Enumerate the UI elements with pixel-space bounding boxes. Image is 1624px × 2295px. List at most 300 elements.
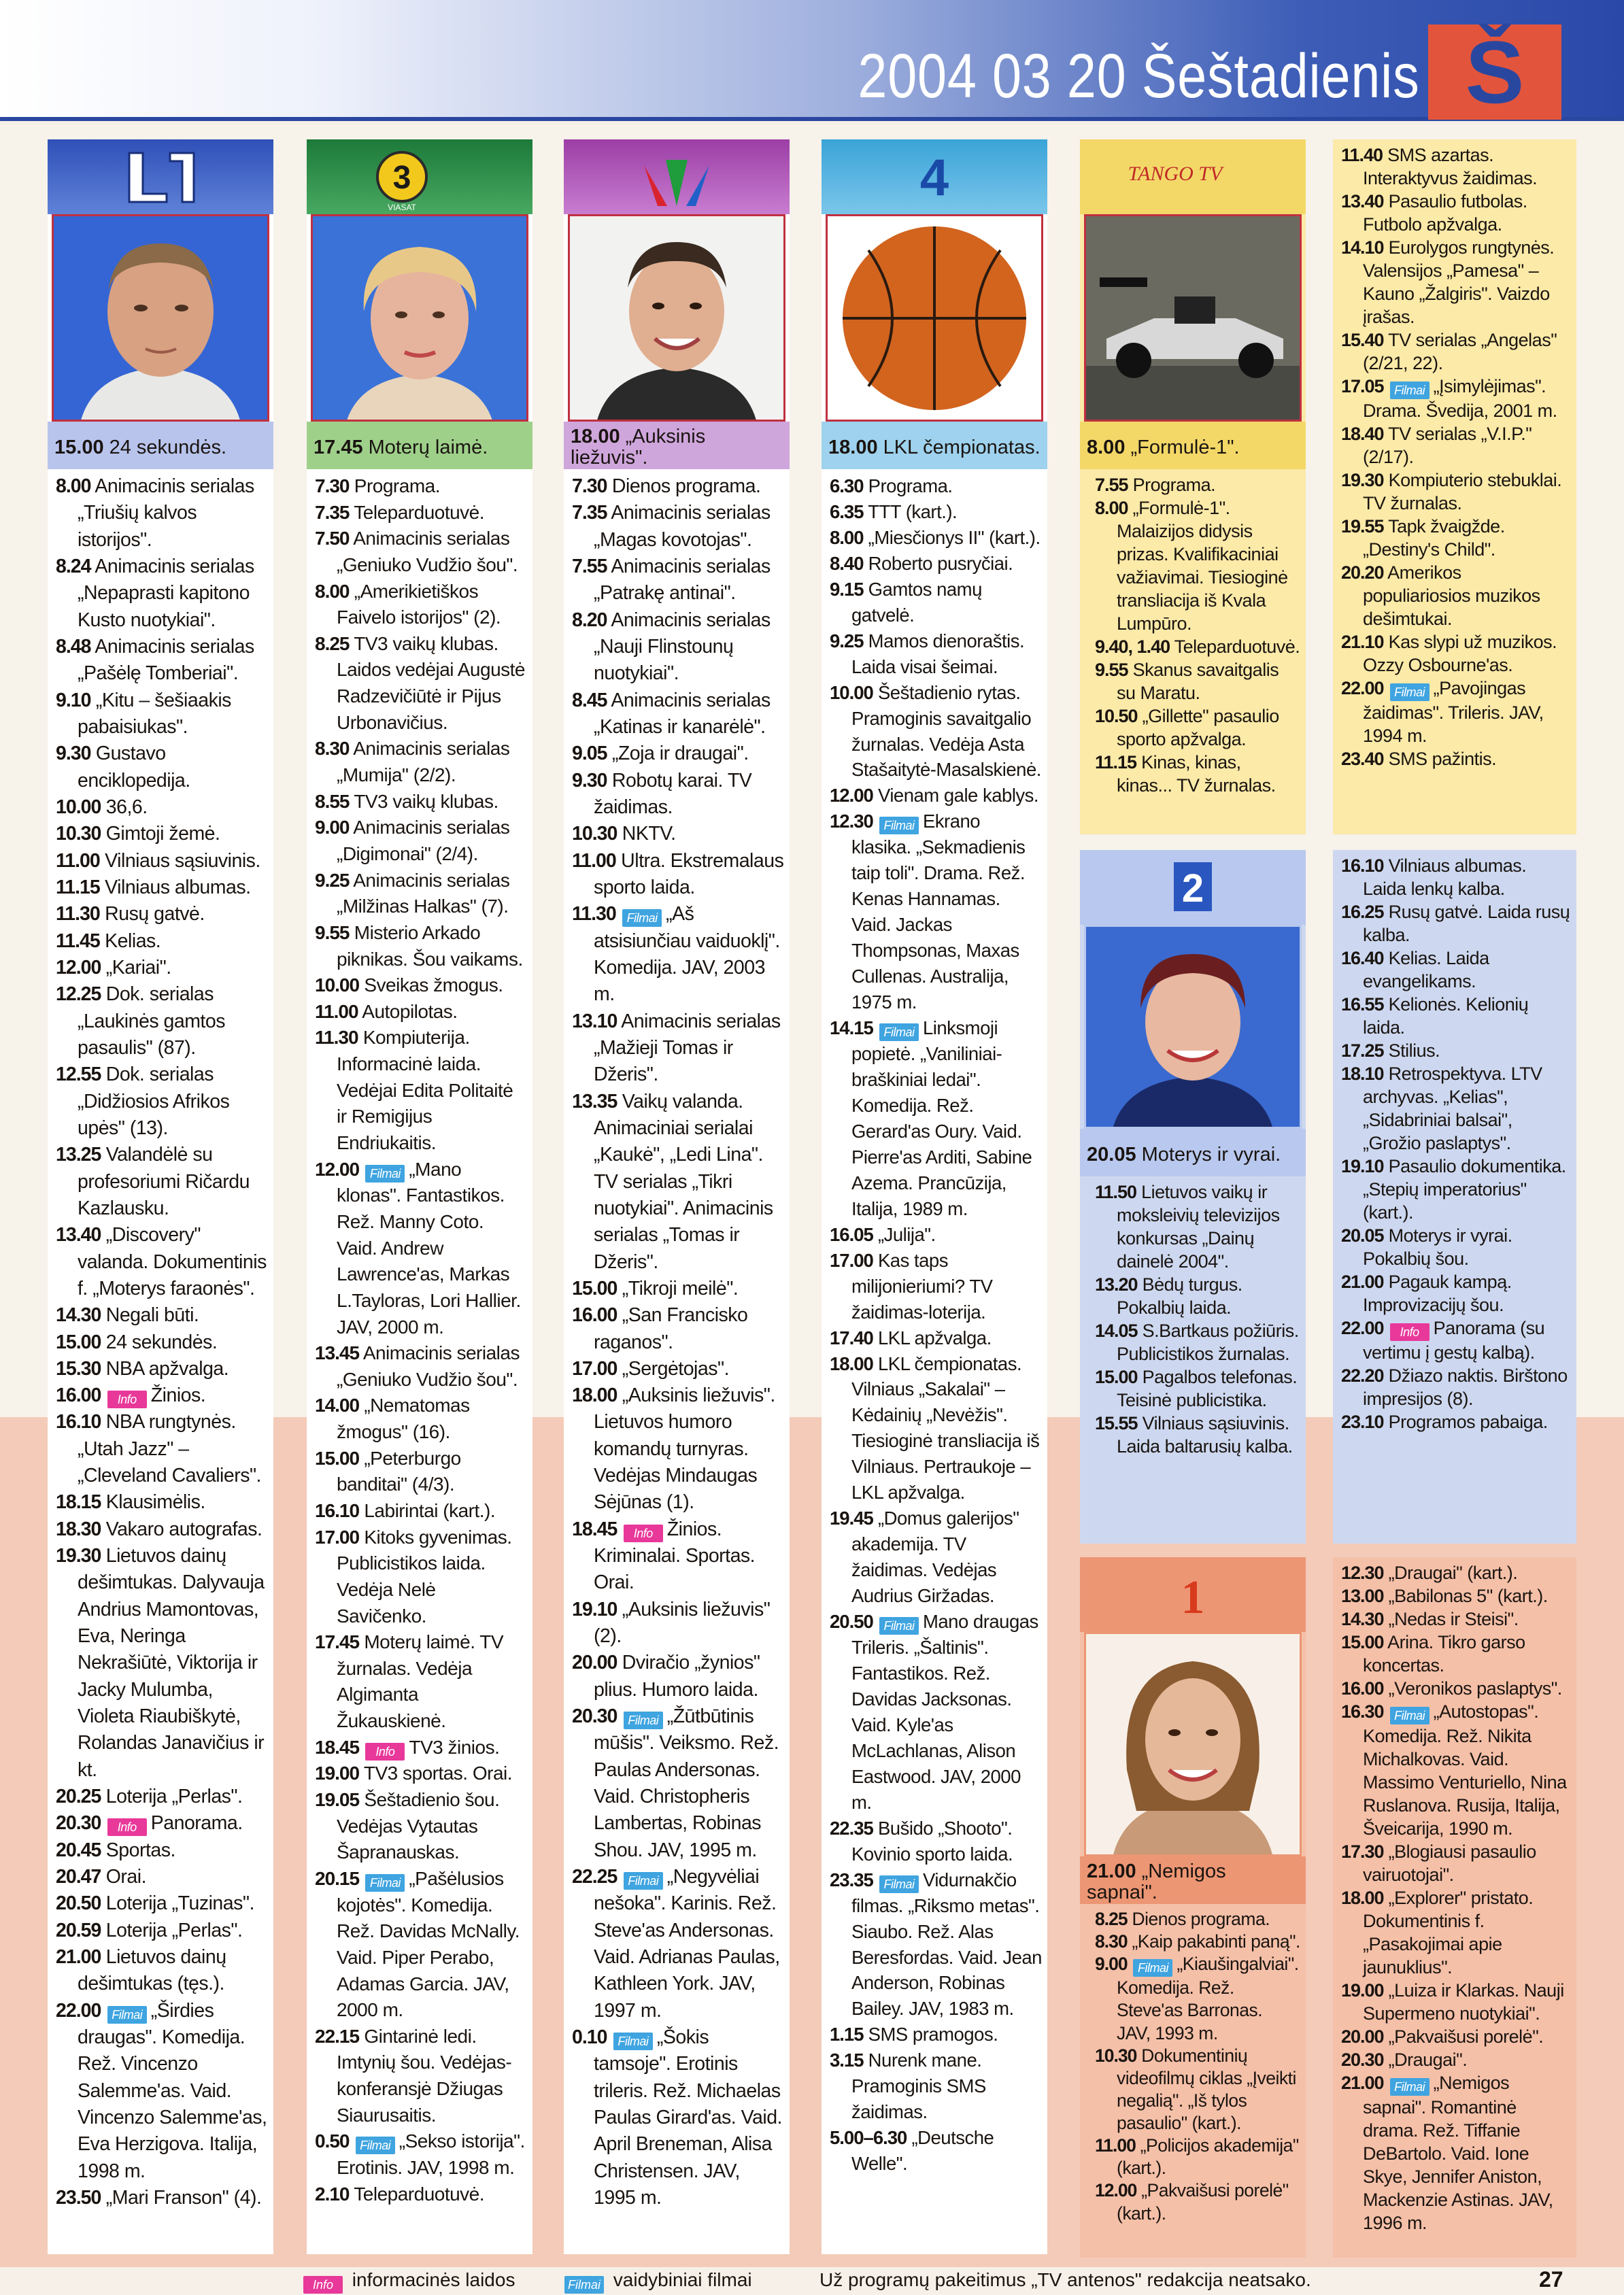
schedule-entry bbox=[315, 1157, 527, 1340]
schedule-entry bbox=[1341, 375, 1571, 422]
film-icon: Filmai bbox=[1390, 381, 1430, 399]
highlight-title: 24 sekundės. bbox=[109, 436, 227, 458]
entry-title: Orai. bbox=[105, 1866, 147, 1888]
entry-time: 16.30 bbox=[1341, 1701, 1384, 1722]
entry-time: 11.40 bbox=[1341, 145, 1383, 165]
tv3-logo bbox=[307, 139, 532, 214]
page-number: 27 bbox=[1539, 2267, 1563, 2292]
schedule-entry bbox=[572, 1516, 784, 1597]
schedule-entry bbox=[56, 1998, 268, 2185]
schedule-entry bbox=[572, 768, 784, 821]
schedule-entry bbox=[315, 1340, 527, 1393]
schedule-entry bbox=[830, 1222, 1042, 1248]
tv4-highlight-caption bbox=[822, 422, 1047, 469]
lrt-schedule bbox=[48, 469, 273, 2211]
ltv2-schedule-continued bbox=[1333, 850, 1576, 1544]
schedule-entry bbox=[830, 1816, 1042, 1867]
entry-time: 11.00 bbox=[315, 1000, 358, 1022]
entry-title: LKL čempionatas. Vilniaus „Sakalai" – Kėdainių „Nevėžis". Tiesioginė transliacija iš Vilniaus. Pertraukoje – LKL apžvalga. bbox=[851, 1353, 1040, 1503]
entry-title: „Peterburgo banditai" (4/3). bbox=[337, 1447, 461, 1495]
entry-time: 22.00 bbox=[1341, 1318, 1384, 1338]
highlight-title: Moterų laimė. bbox=[368, 436, 488, 458]
entry-time: 17.25 bbox=[1341, 1040, 1384, 1061]
entry-time: 11.00 bbox=[1095, 2135, 1136, 2156]
entry-time: 5.00–6.30 bbox=[830, 2127, 907, 2149]
entry-title: Stilius. bbox=[1388, 1040, 1440, 1061]
entry-title: Žinios. bbox=[150, 1384, 206, 1407]
entry-time: 19.00 bbox=[1341, 1980, 1384, 2001]
entry-time: 22.00 bbox=[56, 1999, 101, 2022]
schedule-entry bbox=[830, 1015, 1042, 1222]
entry-title: „Autostopas". Komedija. Rež. Nikita Michalkovas. Vaid. Massimo Venturiello, Nina Ruslanova. Rusija, Italija, Šveicarija, 1990 m. bbox=[1363, 1701, 1567, 1839]
entry-title: „Kaip pakabinti paną". bbox=[1132, 1931, 1300, 1952]
highlight-title: „Auksinis liežuvis". bbox=[571, 426, 706, 469]
schedule-entry bbox=[315, 500, 527, 526]
entry-time: 13.20 bbox=[1095, 1274, 1138, 1295]
schedule-entry bbox=[830, 551, 1042, 577]
schedule-entry bbox=[1341, 561, 1571, 630]
entry-time: 20.50 bbox=[56, 1892, 101, 1915]
schedule-entry bbox=[56, 1837, 268, 1864]
schedule-entry bbox=[315, 789, 527, 815]
entry-time: 9.55 bbox=[315, 921, 350, 943]
basketball-image bbox=[828, 216, 1041, 420]
entry-title: Tapk žvaigžde. „Destiny's Child". bbox=[1363, 516, 1505, 560]
highlight-title: „Formulė-1". bbox=[1130, 436, 1240, 458]
entry-time: 17.05 bbox=[1341, 376, 1384, 396]
host-portrait-image bbox=[570, 216, 783, 420]
entry-title: Eurolygos rungtynės. Valensijos „Pamesa" – Kauno „Žalgiris". Vaizdo įrašas. bbox=[1363, 237, 1555, 327]
entry-time: 14.10 bbox=[1341, 237, 1384, 258]
highlight-time: 17.45 bbox=[314, 436, 363, 458]
entry-title: Robotų karai. TV žaidimas. bbox=[594, 769, 752, 818]
schedule-entry bbox=[830, 1351, 1042, 1506]
entry-time: 8.55 bbox=[315, 790, 350, 812]
entry-time: 16.55 bbox=[1341, 994, 1384, 1015]
entry-time: 19.30 bbox=[56, 1545, 101, 1567]
entry-time: 21.00 bbox=[56, 1946, 101, 1969]
entry-time: 8.24 bbox=[56, 555, 91, 577]
actress-portrait-image bbox=[1086, 1634, 1300, 1854]
film-icon: Filmai bbox=[1390, 683, 1430, 701]
formula-one-car-image bbox=[1086, 216, 1300, 420]
entry-title: Bėdų turgus. Pokalbių laida. bbox=[1117, 1274, 1242, 1318]
lnk-logo-icon bbox=[564, 139, 790, 214]
schedule-entry bbox=[315, 868, 527, 920]
entry-time: 20.30 bbox=[56, 1812, 101, 1835]
entry-title: „Kiaušingalviai". Komedija. Rež. Steve'as Barronas. JAV, 1993 m. bbox=[1117, 1954, 1299, 2043]
entry-time: 11.50 bbox=[1095, 1182, 1137, 1202]
schedule-entry bbox=[315, 1787, 527, 1866]
tango-schedule-list-2 bbox=[1333, 139, 1576, 770]
schedule-entry bbox=[572, 1089, 784, 1276]
entry-title: Ultra. Ekstremalaus sporto laida. bbox=[594, 849, 784, 898]
entry-time: 20.47 bbox=[56, 1866, 101, 1888]
entry-time: 9.05 bbox=[572, 743, 607, 765]
entry-time: 6.30 bbox=[830, 475, 864, 496]
entry-time: 8.00 bbox=[315, 580, 350, 602]
schedule-entry bbox=[1095, 2179, 1300, 2224]
svg-text:3: 3 bbox=[392, 160, 411, 196]
entry-title: Teleparduotuvė. bbox=[1174, 636, 1300, 657]
entry-title: Retrospektyva. LTV archyvas. „Kelias", „Sidabriniai balsai", „Grožio paslaptys". bbox=[1363, 1064, 1542, 1153]
entry-time: 20.50 bbox=[830, 1611, 873, 1633]
entry-title: Klausimėlis. bbox=[105, 1491, 205, 1514]
entry-time: 7.35 bbox=[572, 502, 607, 524]
pbk-schedule-list-2 bbox=[1333, 1557, 1576, 2234]
schedule-entry bbox=[56, 1489, 268, 1516]
highlight-time: 18.00 bbox=[828, 436, 878, 458]
entry-title: Animacinis serialas „Nepaprasti kapitono Kusto nuotykiai". bbox=[78, 555, 254, 631]
entry-time: 17.30 bbox=[1341, 1841, 1384, 1862]
entry-title: S.Bartkaus požiūris. Publicistikos žurnalas. bbox=[1117, 1321, 1299, 1364]
entry-title: „Žūtbūtinis mūšis". Veiksmo. Rež. Paulas Andersonas. Vaid. Christopheris Lambertas, Robinas Shou. JAV, 1995 m. bbox=[594, 1705, 779, 1861]
entry-time: 20.59 bbox=[56, 1919, 101, 1941]
entry-time: 18.00 bbox=[1341, 1888, 1384, 1908]
entry-time: 19.45 bbox=[830, 1508, 873, 1529]
entry-title: Misterio Arkado piknikas. Šou vaikams. bbox=[337, 921, 523, 970]
entry-title: Loterija „Tuzinas". bbox=[105, 1892, 254, 1915]
entry-time: 7.55 bbox=[572, 555, 607, 577]
entry-title: Džiazo naktis. Birštono impresijos (8). bbox=[1363, 1365, 1568, 1409]
entry-title: Animacinis serialas „Mumija" (2/2). bbox=[337, 738, 510, 786]
tv4-logo bbox=[822, 139, 1047, 214]
film-icon: Filmai bbox=[624, 1872, 663, 1890]
schedule-entry bbox=[572, 821, 784, 847]
entry-title: TV3 vaikų klubas. Laidos vedėjai Augustė Radzevičiūtė ir Pijus Urbonavičius. bbox=[337, 632, 525, 733]
entry-title: Gamtos namų gatvelė. bbox=[851, 578, 982, 626]
entry-time: 23.50 bbox=[56, 2187, 101, 2209]
entry-title: Lietuvos dainų dešimtukas (tęs.). bbox=[78, 1946, 226, 1995]
entry-time: 11.30 bbox=[315, 1027, 358, 1049]
entry-title: Gintarinė ledi. Imtynių šou. Vedėjas-konferansjė Džiugas Siaurusaitis. bbox=[337, 2025, 512, 2126]
entry-time: 22.00 bbox=[1341, 678, 1384, 698]
entry-time: 18.45 bbox=[315, 1736, 360, 1758]
entry-title: Roberto pusryčiai. bbox=[868, 552, 1013, 574]
entry-title: Moterys ir vyrai. Pokalbių šou. bbox=[1363, 1225, 1512, 1269]
schedule-entry bbox=[315, 815, 527, 867]
entry-time: 10.00 bbox=[56, 796, 101, 818]
entry-time: 16.10 bbox=[315, 1499, 360, 1521]
schedule-entry bbox=[1341, 993, 1571, 1039]
entry-title: Vilniaus sąsiuvinis. bbox=[105, 849, 260, 872]
entry-title: Linksmoji popietė. „Vaniliniai-braškiniai ledai". Komedija. Rež. Gerard'as Oury. Vaid. Pierre'as Arditi, Sabine Azema. Prancūzija, Italija, 1989 m. bbox=[851, 1017, 1032, 1219]
entry-title: Loterija „Perlas". bbox=[105, 1786, 243, 1808]
schedule-entry bbox=[315, 1525, 527, 1630]
ltv2-highlight-caption bbox=[1080, 1129, 1306, 1176]
entry-title: TV serialas „Angelas" (2/21, 22). bbox=[1363, 330, 1557, 373]
schedule-entry bbox=[1095, 658, 1300, 704]
entry-time: 15.30 bbox=[56, 1357, 101, 1380]
channel-column-tv3 bbox=[307, 139, 532, 2254]
entry-title: Animacinis serialas „Katinas ir kanarėlė". bbox=[594, 689, 771, 738]
tv3-photo bbox=[311, 214, 528, 422]
tango-logo-icon bbox=[1080, 139, 1306, 214]
entry-title: „Aš atsisiunčiau vaiduoklį". Komedija. JAV, 2003 m. bbox=[594, 903, 780, 1006]
lrt-highlight-caption bbox=[48, 422, 273, 469]
schedule-entry bbox=[1341, 1677, 1571, 1700]
entry-time: 8.48 bbox=[56, 635, 91, 658]
schedule-entry bbox=[1095, 1908, 1300, 1931]
entry-title: Rusų gatvė. Laida rusų kalba. bbox=[1363, 902, 1570, 945]
entry-title: TV3 vaikų klubas. bbox=[354, 790, 498, 812]
schedule-entry bbox=[572, 1650, 784, 1703]
tango-photo bbox=[1084, 214, 1302, 422]
schedule-entry bbox=[572, 1382, 784, 1516]
entry-time: 15.55 bbox=[1095, 1413, 1138, 1433]
entry-title: Animacinis serialas „Triušių kalvos istorijos". bbox=[78, 475, 254, 551]
schedule-entry bbox=[315, 1446, 527, 1498]
highlight-title: „Nemigos sapnai". bbox=[1087, 1860, 1226, 1903]
entry-time: 20.30 bbox=[572, 1705, 618, 1728]
film-icon: Filmai bbox=[365, 1165, 405, 1183]
svg-text:4: 4 bbox=[919, 149, 949, 207]
disclaimer: Už programų pakeitimus „TV antenos" redakcija neatsako. bbox=[819, 2269, 1311, 2290]
entry-title: „Auksinis liežuvis". Lietuvos humoro komandų turnyras. Vedėjas Mindaugas Sėjūnas (1). bbox=[594, 1384, 775, 1514]
entry-title: Kompiuterio stebuklai. TV žurnalas. bbox=[1363, 470, 1562, 513]
entry-title: „Deutsche Welle". bbox=[851, 2127, 994, 2175]
entry-time: 16.10 bbox=[56, 1411, 101, 1433]
schedule-entry bbox=[1341, 747, 1571, 770]
page-footer bbox=[0, 2264, 1624, 2295]
tango-logo-text: TANGO TV bbox=[1128, 163, 1223, 185]
entry-time: 19.55 bbox=[1341, 516, 1384, 537]
entry-title: Kelias. Laida evangelikams. bbox=[1363, 948, 1489, 991]
schedule-entry bbox=[1341, 515, 1571, 561]
schedule-entry bbox=[830, 2125, 1042, 2177]
entry-title: Dokumentinių videofilmų ciklas „Įveikti negalią". „Iš tylos pasaulio" (kart.). bbox=[1117, 2045, 1296, 2133]
schedule-entry bbox=[572, 901, 784, 1008]
pbk-logo-icon bbox=[1080, 1557, 1306, 1632]
schedule-entry bbox=[56, 473, 268, 554]
entry-title: Kas slypi už muzikos. Ozzy Osbourne'as. bbox=[1363, 632, 1557, 675]
entry-title: „Auksinis liežuvis" (2). bbox=[594, 1598, 771, 1648]
schedule-entry bbox=[1341, 854, 1571, 900]
schedule-entry bbox=[315, 1735, 527, 1761]
schedule-entry bbox=[830, 1867, 1042, 2022]
entry-time: 18.00 bbox=[572, 1384, 618, 1407]
schedule-entry bbox=[572, 848, 784, 902]
schedule-entry bbox=[1341, 469, 1571, 515]
schedule-entry bbox=[1095, 1953, 1300, 2044]
entry-time: 16.40 bbox=[1341, 948, 1384, 968]
ltv2-schedule bbox=[1080, 1176, 1306, 1458]
tv3-highlight-caption bbox=[307, 422, 532, 469]
schedule-entry bbox=[56, 1944, 268, 1998]
schedule-entry bbox=[1095, 2135, 1300, 2179]
schedule-entry bbox=[1341, 1039, 1571, 1062]
entry-title: Gimtoji žemė. bbox=[105, 823, 220, 845]
entry-time: 8.25 bbox=[1095, 1909, 1128, 1929]
entry-title: Kinas, kinas, kinas... TV žurnalas. bbox=[1117, 752, 1276, 796]
entry-time: 7.55 bbox=[1095, 475, 1128, 495]
entry-time: 22.20 bbox=[1341, 1365, 1384, 1386]
entry-time: 20.00 bbox=[1341, 2026, 1384, 2047]
entry-title: Žinios. Kriminalai. Sportas. Orai. bbox=[594, 1518, 756, 1594]
entry-title: TV3 žinios. bbox=[409, 1736, 500, 1758]
schedule-entry bbox=[1341, 1155, 1571, 1224]
ltv2-photo bbox=[1084, 925, 1302, 1129]
entry-time: 16.05 bbox=[830, 1223, 873, 1245]
schedule-entry bbox=[315, 1025, 527, 1156]
entry-time: 22.25 bbox=[572, 1866, 618, 1888]
entry-title: Animacinis serialas „Pašėlę Tomberiai". bbox=[78, 635, 254, 685]
entry-time: 9.10 bbox=[56, 689, 91, 711]
schedule-entry bbox=[1341, 1062, 1571, 1155]
tango-highlight-caption bbox=[1080, 422, 1306, 469]
entry-time: 12.25 bbox=[56, 983, 101, 1006]
entry-title: 24 sekundės. bbox=[105, 1331, 218, 1353]
schedule-entry bbox=[1095, 704, 1300, 751]
entry-title: Mamos dienoraštis. Laida visai šeimai. bbox=[851, 630, 1025, 677]
entry-time: 12.00 bbox=[56, 956, 101, 979]
tv4-photo bbox=[826, 214, 1043, 422]
entry-title: NBA apžvalga. bbox=[105, 1357, 229, 1380]
entry-title: Nurenk mane. Pramoginis SMS žaidimas. bbox=[851, 2050, 986, 2123]
entry-time: 7.50 bbox=[315, 528, 350, 549]
entry-time: 23.10 bbox=[1341, 1412, 1384, 1432]
entry-time: 10.00 bbox=[830, 681, 873, 703]
schedule-entry bbox=[1095, 496, 1300, 635]
schedule-entry bbox=[1341, 1979, 1571, 2025]
info-icon: Info bbox=[107, 1818, 147, 1836]
entry-title: „Julija". bbox=[877, 1223, 936, 1245]
schedule-entry bbox=[1341, 1410, 1571, 1433]
entry-time: 19.10 bbox=[1341, 1156, 1384, 1176]
entry-time: 11.30 bbox=[572, 903, 616, 925]
entry-title: Animacinis serialas „Mažieji Tomas ir Džeris". bbox=[594, 1010, 781, 1086]
entry-title: TTT (kart.). bbox=[868, 500, 958, 522]
entry-time: 14.00 bbox=[315, 1395, 360, 1416]
entry-title: Programa. bbox=[1132, 475, 1216, 495]
entry-time: 14.30 bbox=[56, 1304, 101, 1327]
entry-time: 9.25 bbox=[315, 869, 350, 891]
schedule-entry bbox=[1095, 473, 1300, 496]
entry-time: 19.00 bbox=[315, 1763, 360, 1784]
schedule-entry bbox=[830, 1325, 1042, 1351]
entry-time: 12.00 bbox=[315, 1158, 360, 1180]
entry-title: „Sergėtojas". bbox=[622, 1357, 730, 1380]
lnk-highlight-caption bbox=[564, 422, 790, 469]
schedule-entry bbox=[1095, 1319, 1300, 1365]
entry-time: 22.15 bbox=[315, 2025, 360, 2047]
schedule-entry bbox=[572, 687, 784, 741]
schedule-entry bbox=[1341, 1584, 1571, 1608]
schedule-entry bbox=[1095, 2045, 1300, 2135]
schedule-entry bbox=[56, 1061, 268, 1142]
entry-title: Šeštadienio šou. Vedėjas Vytautas Šapranauskas. bbox=[337, 1789, 500, 1863]
entry-time: 11.30 bbox=[56, 903, 100, 925]
schedule-entry bbox=[1341, 1631, 1571, 1677]
schedule-entry bbox=[830, 499, 1042, 525]
entry-time: 0.50 bbox=[315, 2130, 350, 2152]
entry-time: 19.05 bbox=[315, 1789, 360, 1811]
entry-time: 14.05 bbox=[1095, 1321, 1138, 1341]
schedule-entry bbox=[830, 2047, 1042, 2125]
entry-time: 20.30 bbox=[1341, 2050, 1384, 2070]
entry-time: 18.10 bbox=[1341, 1064, 1384, 1084]
pbk-logo-text: 1 bbox=[1181, 1571, 1205, 1624]
entry-time: 9.30 bbox=[572, 769, 607, 792]
entry-title: „Nedas ir Steisi". bbox=[1388, 1609, 1519, 1629]
schedule-entry bbox=[1341, 2025, 1571, 2048]
film-icon: Filmai bbox=[1390, 1707, 1430, 1724]
schedule-entry bbox=[315, 473, 527, 500]
tango-schedule-continued bbox=[1333, 139, 1576, 834]
schedule-entry bbox=[1341, 1270, 1571, 1316]
schedule-entry bbox=[830, 628, 1042, 680]
schedule-entry bbox=[572, 473, 784, 500]
entry-title: „Formulė-1". Malaizijos didysis prizas. Kvalifikaciniai važiavimai. Tiesioginė transliacija iš Kvala Lumpūro. bbox=[1117, 498, 1288, 634]
schedule-entry bbox=[56, 928, 268, 955]
entry-time: 17.00 bbox=[315, 1526, 360, 1548]
entry-time: 1.15 bbox=[830, 2024, 864, 2045]
entry-title: 36,6. bbox=[105, 796, 148, 818]
schedule-entry bbox=[572, 500, 784, 554]
header-date: 2004 03 20 Šeštadienis bbox=[858, 41, 1420, 111]
entry-time: 17.40 bbox=[830, 1327, 873, 1348]
schedule-entry bbox=[572, 741, 784, 767]
ltv2-logo bbox=[1080, 850, 1306, 925]
info-legend-icon: Info bbox=[303, 2276, 343, 2294]
entry-title: „Pakvaišusi porelė" (kart.). bbox=[1117, 2180, 1289, 2224]
entry-time: 13.45 bbox=[315, 1342, 360, 1364]
entry-time: 10.30 bbox=[572, 823, 618, 845]
entry-time: 15.00 bbox=[315, 1447, 360, 1469]
entry-time: 7.30 bbox=[315, 475, 350, 496]
entry-title: Mano draugas Trileris. „Šaltinis". Fantastikos. Rež. Davidas Jacksonas. Vaid. Kyle'as McLachlanas, Alison Eastwood. JAV, 2000 m. bbox=[851, 1611, 1038, 1813]
entry-time: 21.10 bbox=[1341, 632, 1384, 652]
entry-title: SMS pažintis. bbox=[1388, 749, 1497, 769]
legend-info bbox=[302, 2264, 515, 2295]
schedule-entry bbox=[572, 1864, 784, 2024]
entry-time: 10.50 bbox=[1095, 706, 1138, 726]
schedule-entry bbox=[1341, 1561, 1571, 1584]
tv4-logo-icon bbox=[822, 139, 1047, 214]
entry-time: 13.10 bbox=[572, 1010, 618, 1032]
entry-time: 16.10 bbox=[1341, 855, 1384, 876]
entry-time: 18.40 bbox=[1341, 424, 1384, 444]
schedule-entry bbox=[1095, 635, 1300, 658]
entry-time: 10.30 bbox=[1095, 2045, 1137, 2066]
schedule-entry bbox=[315, 1866, 527, 2024]
entry-title: „Kitu – šešiaakis pabaisiukas". bbox=[78, 689, 231, 738]
page-header bbox=[0, 0, 1624, 121]
entry-time: 15.00 bbox=[1095, 1367, 1138, 1387]
pbk-schedule-continued bbox=[1333, 1557, 1576, 2258]
film-icon: Filmai bbox=[356, 2137, 395, 2154]
schedule-entry bbox=[315, 999, 527, 1025]
schedule-entry bbox=[830, 1609, 1042, 1816]
entry-time: 20.15 bbox=[315, 1867, 360, 1889]
schedule-entry bbox=[56, 741, 268, 794]
schedule-entry bbox=[1095, 1365, 1300, 1412]
schedule-entry bbox=[315, 736, 527, 788]
schedule-entry bbox=[1095, 1180, 1300, 1273]
entry-time: 8.00 bbox=[830, 526, 864, 548]
entry-title: Kas taps milijonieriumi? TV žaidimas-loterija. bbox=[851, 1249, 993, 1323]
entry-title: Lietuvos dainų dešimtukas. Dalyvauja Andrius Mamontovas, Eva, Neringa Nekrašiūtė, Viktorija ir Jacky Mulumba, Violeta Riaubiškytė, Rolandas Janavičius ir kt. bbox=[78, 1545, 265, 1781]
schedule-entry bbox=[1095, 751, 1300, 797]
entry-time: 16.00 bbox=[1341, 1678, 1384, 1699]
entry-title: Bušido „Shooto". Kovinio sporto laida. bbox=[851, 1817, 1013, 1865]
schedule-entry bbox=[56, 1890, 268, 1917]
entry-time: 14.15 bbox=[830, 1017, 873, 1039]
entry-title: Animacinis serialas „Milžinas Halkas" (7). bbox=[337, 869, 510, 917]
entry-title: „Sekso istorija". Erotinis. JAV, 1998 m. bbox=[337, 2130, 525, 2178]
highlight-title: LKL čempionatas. bbox=[883, 436, 1041, 458]
entry-time: 15.00 bbox=[572, 1277, 618, 1299]
